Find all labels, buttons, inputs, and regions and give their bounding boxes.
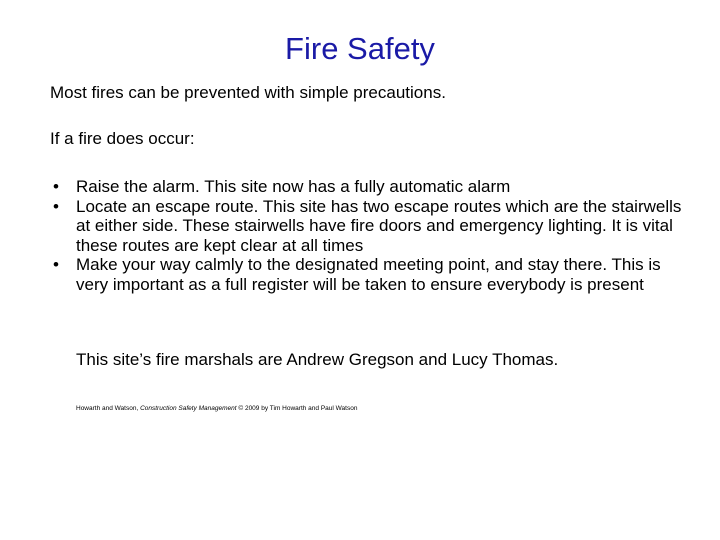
bullet-item-meeting-point — [50, 255, 690, 294]
credit-copyright: © 2009 by Tim Howarth and Paul Watson — [236, 405, 358, 412]
bullet-text: Raise the alarm. This site now has a fully automatic alarm — [76, 177, 511, 196]
credit-book-title: Construction Safety Management — [140, 405, 237, 412]
bullet-text: Locate an escape route. This site has two escape routes which are the stairwells at either side. These stairwells have fire doors and emergency lighting. It is vital these routes are kept clear at all times — [76, 196, 682, 255]
bullet-item-alarm — [50, 177, 690, 197]
copyright-credit — [76, 404, 357, 413]
fire-marshals-text: This site’s fire marshals are Andrew Gregson and Lucy Thomas. — [76, 350, 559, 369]
bullet-list — [50, 177, 690, 294]
bullet-icon: • — [53, 255, 59, 274]
slide-title: Fire Safety — [285, 31, 435, 66]
bullet-icon: • — [53, 177, 59, 196]
bullet-text: Make your way calmly to the designated meeting point, and stay there. This is very important as a full register will be taken to ensure everybody is present — [76, 255, 661, 294]
bullet-icon: • — [53, 196, 59, 216]
bullet-item-escape-route — [50, 197, 690, 256]
intro-text: Most fires can be prevented with simple precautions. — [50, 83, 446, 102]
subheading: If a fire does occur: — [50, 129, 195, 148]
credit-authors: Howarth and Watson, — [76, 405, 141, 412]
